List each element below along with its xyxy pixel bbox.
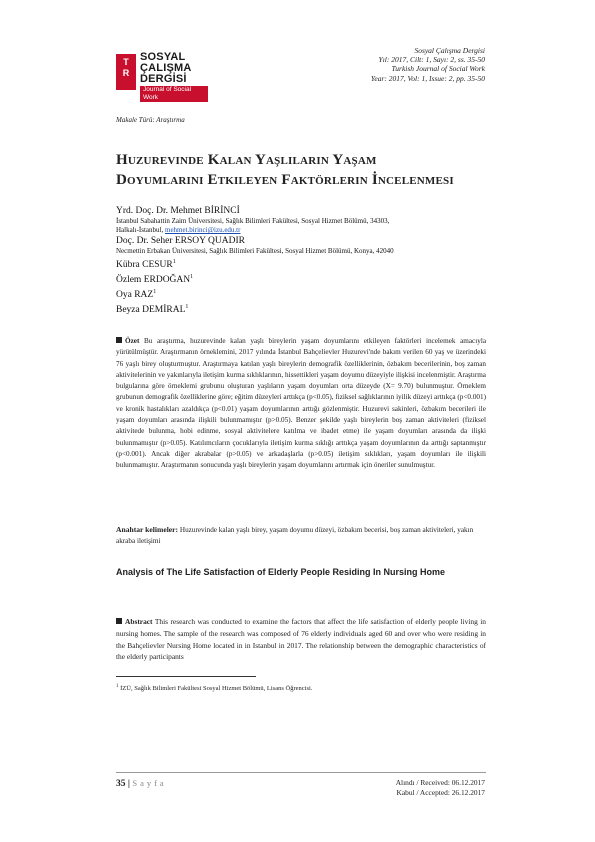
author-block: [116, 206, 496, 317]
footnote: [116, 682, 486, 693]
author-name: [116, 272, 496, 286]
abstract-text: This research was conducted to examine the factors that affect the life satisfaction of elderly people living in nursing homes. The sample of the research was composed of 76 elderly individuals aged 60 and over who were residing in the Bahçelievler Nursing Home located in in Istanbul in 2017. The relationship between the demographic characteristics of the elderly participants: [116, 617, 487, 662]
author-affiliation: [116, 217, 496, 235]
author-name: Doç. Dr. Seher ERSOY QUADIR: [116, 236, 245, 246]
author-name: [116, 257, 496, 271]
page-number-value: 35: [116, 779, 126, 789]
footnote-text: İZÜ, Sağlık Bilimleri Fakültesi Sosyal Hizmet Bölümü, Lisans Öğrencisi.: [120, 685, 313, 693]
author-affiliation: Necmettin Erbakan Üniversitesi, Sağlık Bilimleri Fakültesi, Sosyal Hizmet Bölümü, Konya, 42040: [116, 247, 394, 255]
logo-subtitle: Journal of Social Work: [140, 86, 208, 102]
paper-title-line-1: Huzurevinde Kalan Yaşlıların Yaşam: [116, 152, 377, 168]
keywords-text: Huzurevinde kalan yaşlı birey, yaşam doyumu düzeyi, özbakım becerisi, boş zaman aktiviteleri, yakın akraba iletişimi: [116, 526, 474, 546]
journal-name-tr: Sosyal Çalışma Dergisi: [414, 46, 485, 55]
footer-divider: [116, 772, 486, 773]
journal-issue-tr: Yıl: 2017, Cilt: 1, Sayı: 2, ss. 35-50: [378, 55, 485, 65]
abstract-label: Özet: [125, 337, 140, 345]
author-email-link[interactable]: mehmet.birinci@izu.edu.tr: [165, 226, 241, 234]
bullet-square-icon: [116, 337, 122, 343]
author-name-text: Kübra CESUR: [116, 260, 173, 271]
logo-line-1: SOSYAL: [140, 51, 186, 63]
accepted-date: Kabul / Accepted: 26.12.2017: [396, 788, 485, 797]
article-type: Makale Türü: Araştırma: [116, 116, 185, 124]
logo-line-3: DERGİSİ: [140, 73, 187, 85]
abstract-tr: [116, 336, 486, 472]
journal-name-en: Turkish Journal of Social Work: [391, 64, 485, 74]
affiliation-line: [116, 226, 496, 235]
author-footnote-mark: 1: [185, 304, 189, 311]
footnote-divider: [116, 676, 256, 677]
page-number: [116, 778, 167, 789]
abstract-en: [116, 616, 486, 663]
affiliation-line: İstanbul Sabahattin Zaim Üniversitesi, Sağlık Bilimleri Fakültesi, Sosyal Hizmet Bölümü, 34303,: [116, 217, 390, 225]
author-name-text: Özlem ERDOĞAN: [116, 275, 191, 286]
page-separator: |: [127, 779, 130, 789]
author-footnote-mark: 1: [153, 289, 157, 296]
paper-title-line-2: Doyumlarını Etkileyen Faktörlerin İncelenmesi: [116, 172, 454, 188]
journal-issue-en: Year: 2017, Vol: 1, Issue: 2, pp. 35-50: [370, 73, 485, 83]
paper-title: [116, 150, 496, 190]
journal-header: [371, 46, 485, 83]
logo-line-2: ÇALIŞMA: [140, 62, 192, 74]
logo-badge: T R: [116, 54, 136, 90]
footnote-mark: 1: [116, 684, 119, 689]
page-word: Sayfa: [132, 778, 167, 788]
logo-wordmark: [140, 52, 192, 85]
abstract-label: Abstract: [125, 617, 153, 626]
article-dates: [396, 778, 485, 798]
english-title: Analysis of The Life Satisfaction of Elderly People Residing In Nursing Home: [116, 567, 446, 577]
author-footnote-mark: 1: [190, 274, 194, 281]
received-date: Alındı / Received: 06.12.2017: [395, 778, 485, 787]
author-name: Yrd. Doç. Dr. Mehmet BİRİNCİ: [116, 206, 240, 216]
keywords-label: Anahtar kelimeler:: [116, 525, 179, 534]
keywords-tr: [116, 524, 486, 548]
journal-logo: [116, 51, 208, 101]
abstract-text: Bu araştırma, huzurevinde kalan yaşlı bireylerin yaşam doyumlarını etkileyen faktörleri incelemek amacıyla yürütülmüştür. Araştırmanın örneklemini, 2017 yılında İstanbul Bahçelievler Huzurevi'nde bakım verilen 60 yaş ve üzerindeki 76 yaşlı birey oluşturmuştur. Araştırmaya katılan yaşlı bireylerin demografik özelliklerinin, özbakım becerilerinin, boş zaman aktivitelerinin ve yakınlarıyla iletişim kurma sıklıklarının, hissettikleri yaşam doyumu düzeyiyle ilişkisi incelenmiştir. Araştırma bulgularına göre örneklemi grubunu oluşturan yaşlıların yaşam doyumları orta düzeyde (X= 9.70) bulunmuştur. Örneklem grubunun demografik özelliklerine göre; eğitim düzeyleri arttıkça (p<0.05), fiziksel sağlıklarının iyilik düzeyi arttıkça (p<0.001) ve kronik hastalıkları azaldıkça (p<0.01) yaşam doyumlarının arttığı gözlenmiştir. Huzurevi sakinleri, özbakım becerileri ile yaşam doyumları arasında ilişkili bulunmamıştır (p>0.05). Benzer şekilde yaşlı bireylerin boş zaman aktiviteleri (fiziksel aktivitede bulunma, hobi edinme, sosyal aktivitelere katılma ve ibadet etme) ile yaşam doyumları arasında da ilişki bulunmamıştır (p>0.05). Katılımcıların çocuklarıyla iletişim kurma sıklığı arttıkça yaşam doyumlarının da arttığı saptanmıştır (p<0.001). Ancak diğer akrabalar (p>0.05) ve arkadaşlarla (p>0.05) iletişim sıklıkları, yaşam doyumları ile ilişkili bulunmamıştır. Araştırmanın sonucunda yaşlı bireylerin yaşam doyumlarını artırmak için öneriler sunulmuştur.: [116, 337, 487, 470]
author-name: [116, 287, 496, 301]
affiliation-city: Halkalı-İstanbul,: [116, 226, 165, 234]
author-name: [116, 302, 496, 316]
bullet-square-icon: [116, 618, 122, 624]
author-footnote-mark: 1: [172, 259, 176, 265]
author-name-text: Beyza DEMİRAL: [116, 305, 186, 316]
author-name-text: Oya RAZ: [116, 290, 154, 301]
